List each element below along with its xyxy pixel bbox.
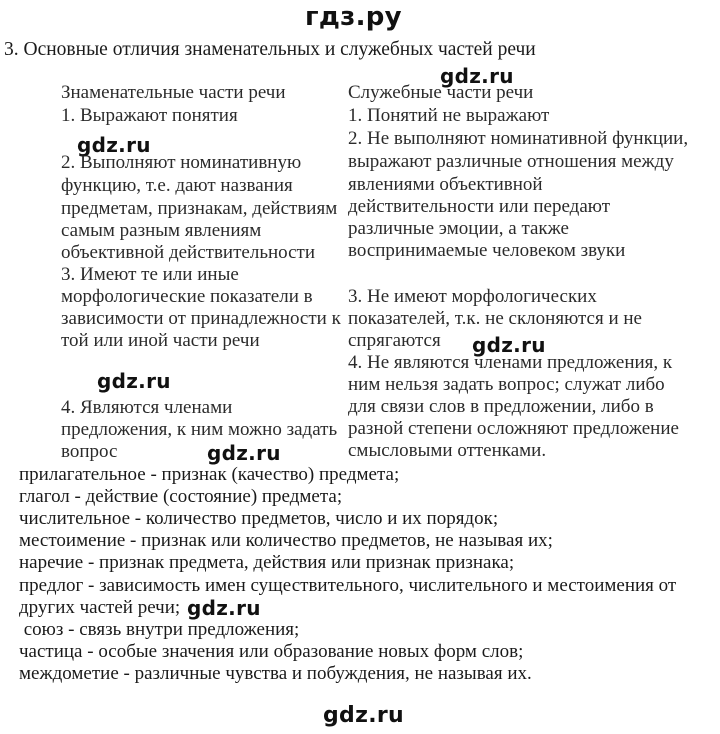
list-item: глагол - действие (состояние) предмета; xyxy=(19,486,343,507)
list-item: междометие - различные чувства и побуждения, не называя их. xyxy=(19,663,532,684)
right-line: действительности или передают xyxy=(348,196,611,217)
right-line: явлениями объективной xyxy=(348,174,543,195)
watermark-1: gdz.ru xyxy=(440,64,514,88)
right-line: показателей, т.к. не склоняются и не xyxy=(348,308,642,329)
right-line: смысловыми оттенками. xyxy=(348,440,547,461)
right-line: для связи слов в предложении, либо в xyxy=(348,396,654,417)
right-line: спрягаются xyxy=(348,330,441,351)
left-line: зависимости от принадлежности к xyxy=(61,308,341,329)
right-line: различные эмоции, а также xyxy=(348,218,569,239)
right-line: 3. Не имеют морфологических xyxy=(348,286,597,307)
list-item: частица - особые значения или образование новых форм слов; xyxy=(19,641,524,662)
left-line: предметам, признакам, действиям xyxy=(61,198,338,219)
list-item: наречие - признак предмета, действия или признак признака; xyxy=(19,552,515,573)
watermark-6: gdz.ru xyxy=(187,596,261,620)
list-item: числительное - количество предметов, число и их порядок; xyxy=(19,508,499,529)
right-line: разной степени осложняют предложение xyxy=(348,418,679,439)
right-line: выражают различные отношения между xyxy=(348,151,674,172)
right-column-heading: Служебные части речи xyxy=(348,82,534,103)
right-line: ним нельзя задать вопрос; служат либо xyxy=(348,374,665,395)
left-line: морфологические показатели в xyxy=(61,286,313,307)
left-line: 1. Выражают понятия xyxy=(61,105,238,126)
right-line: 1. Понятий не выражают xyxy=(348,105,550,126)
footer-watermark: gdz.ru xyxy=(323,703,404,728)
list-item: союз - связь внутри предложения; xyxy=(19,619,300,640)
left-line: 3. Имеют те или иные xyxy=(61,264,239,285)
watermark-2: gdz.ru xyxy=(77,133,151,157)
left-line: 4. Являются членами xyxy=(61,397,233,418)
left-line: 2. Выполняют номинативную xyxy=(61,152,302,173)
watermark-5: gdz.ru xyxy=(207,441,281,465)
list-item: предлог - зависимость имен существительного, числительного и местоимения от xyxy=(19,575,677,596)
list-item: местоимение - признак или количество предметов, не называя их; xyxy=(19,530,553,551)
left-column-heading: Знаменательные части речи xyxy=(61,82,286,103)
watermark-3: gdz.ru xyxy=(472,333,546,357)
section-title: 3. Основные отличия знаменательных и служебных частей речи xyxy=(4,39,536,60)
left-line: вопрос xyxy=(61,441,118,462)
watermark-4: gdz.ru xyxy=(97,369,171,393)
right-line: воспринимаемые человеком звуки xyxy=(348,240,626,261)
left-line: функцию, т.е. дают названия xyxy=(61,175,293,196)
left-line: объективной действительности xyxy=(61,242,316,263)
left-line: предложения, к ним можно задать xyxy=(61,419,338,440)
header-watermark: гдз.ру xyxy=(305,2,402,32)
list-item: прилагательное - признак (качество) предмета; xyxy=(19,464,400,485)
right-line: 2. Не выполняют номинативной функции, xyxy=(348,128,689,149)
left-line: самым разным явлениям xyxy=(61,220,262,241)
right-line: 4. Не являются членами предложения, к xyxy=(348,352,673,373)
left-line: той или иной части речи xyxy=(61,330,260,351)
list-item: других частей речи; xyxy=(19,597,181,618)
